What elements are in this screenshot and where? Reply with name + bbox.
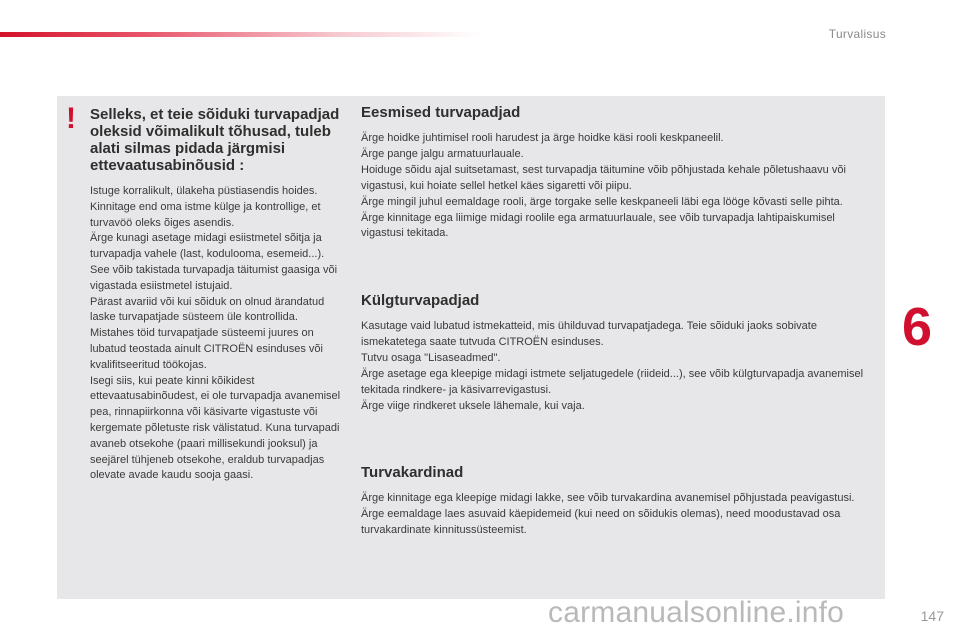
front-airbags-text: Ärge hoidke juhtimisel rooli harudest ja ärge hoidke käsi rooli keskpaneelil. Ärge pange jalgu armatuurlauale. Hoiduge sõidu ajal suitsetamast, sest turvapadja täitumine võib põhjustada kehale põletushaavu või vigastusi, kui hoiate sellel hetkel käes sigaretti või piipu. Ärge mingil juhul eemaldage rooli, ärge torgake selle keskpaneeli läbi ega lööge kõvasti selle pihta. Ärge kinnitage ega liimige midagi roolile ega armatuurlauale, see võib turvapadja lahtipaiskumisel vigastusi tekitada. bbox=[361, 132, 846, 240]
curtain-airbags-section bbox=[361, 464, 879, 539]
warning-body: Istuge korralikult, ülakeha püstiasendis hoides. Kinnitage end oma istme külge ja kontrollige, et turvavöö oleks õiges asendis. Ärge kunagi asetage midagi esiistmetel sõitja ja turvapadja vahele (last, kodulooma, esemeid...). See võib takistada turvapadja täitumist gaasiga või vigastada esiistmetel istujaid. Pärast avariid või kui sõiduk on olnud ärandatud laske turvapatjade süsteem üle kontrollida. Mistahes töid turvapatjade süsteemi juures on lubatud teostada ainult CITROËN esinduses või kvalifitseeritud töökojas. Isegi siis, kui peate kinni kõikidest ettevaatusabinõudest, ei ole turvapadja avanemisel pea, rinnapiirkonna või käsivarte vigastuste või kergemate põletuste risk välistatud. Kuna turvapadi avaneb otsekohe (paari millisekundi jooksul) ja seejärel tühjeneb otsekohe, eraldub turvapadjas olevate avade kaudu sooja gaasi. bbox=[90, 185, 341, 482]
header-accent-stripe bbox=[0, 32, 480, 37]
side-airbags-section bbox=[361, 292, 879, 414]
warning-title: Selleks, et teie sõiduki turvapadjad oleksid võimalikult tõhusad, tuleb alati silmas pidada järgmisi ettevaatusabinõusid : bbox=[90, 106, 340, 174]
side-airbags-text: Kasutage vaid lubatud istmekatteid, mis ühilduvad turvapatjadega. Teie sõiduki jaoks sobivate ismekatetega saate tutvuda CITROËN esinduses. Tutvu osaga "Lisaseadmed". Ärge asetage ega kleepige midagi istmete seljatugedele (riideid...), see võib külgturvapadja avanemisel tekitada rindkere- ja käsivarrevigastusi. Ärge viige rindkeret uksele lähemale, kui vaja. bbox=[361, 320, 864, 412]
page-number: 147 bbox=[920, 608, 944, 624]
chapter-number: 6 bbox=[902, 297, 933, 357]
warning-icon: ! bbox=[66, 102, 76, 135]
front-airbags-section bbox=[361, 104, 879, 242]
watermark: carmanualsonline.info bbox=[548, 596, 845, 629]
warning-block bbox=[90, 106, 342, 484]
side-airbags-heading: Külgturvapadjad bbox=[361, 292, 480, 309]
front-airbags-heading: Eesmised turvapadjad bbox=[361, 104, 521, 121]
curtain-airbags-heading: Turvakardinad bbox=[361, 464, 464, 481]
section-title: Turvalisus bbox=[828, 27, 886, 41]
curtain-airbags-text: Ärge kinnitage ega kleepige midagi lakke, see võib turvakardina avanemisel põhjustada peavigastusi. Ärge eemaldage laes asuvaid käepidemeid (kui need on sõidukis olemas), need moodustavad osa turvakardinate kinnitussüsteemist. bbox=[361, 492, 855, 536]
